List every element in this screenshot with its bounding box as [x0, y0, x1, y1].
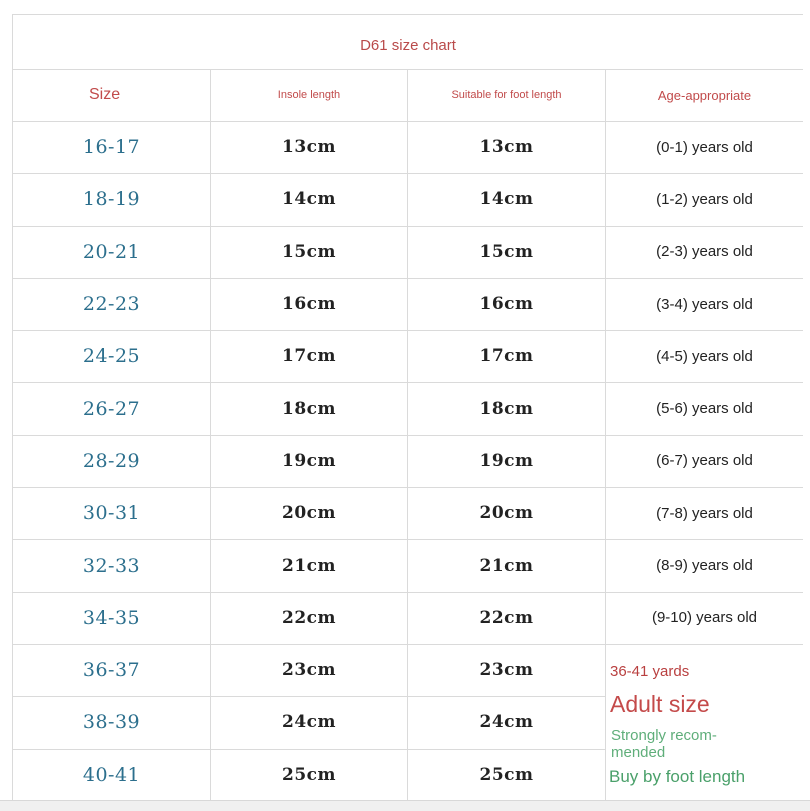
size-cell: 38-39	[13, 696, 211, 748]
header-size: Size	[13, 69, 211, 121]
size-cell: 40-41	[13, 749, 211, 801]
foot-length-cell: 13cm	[408, 121, 606, 173]
table-row	[13, 539, 803, 592]
insole-length-cell: 22cm	[211, 592, 408, 644]
foot-length-cell: 18cm	[408, 383, 606, 435]
header-age: Age-appropriate	[657, 87, 752, 103]
buy-by-foot-length-label: Buy by foot length	[609, 767, 746, 786]
insole-length-cell: 18cm	[211, 383, 408, 435]
size-cell: 30-31	[13, 487, 211, 539]
foot-length-cell: 19cm	[408, 435, 606, 487]
adult-size-note	[606, 645, 803, 801]
table-row	[13, 173, 803, 226]
table-row	[13, 278, 803, 331]
insole-length-cell: 23cm	[211, 644, 408, 696]
table-row	[13, 487, 803, 540]
foot-length-cell: 14cm	[408, 173, 606, 225]
insole-length-cell: 20cm	[211, 487, 408, 539]
age-cell: (6-7) years old	[656, 452, 753, 470]
insole-length-cell: 17cm	[211, 330, 408, 382]
age-cell: (5-6) years old	[656, 400, 753, 418]
foot-length-cell: 17cm	[408, 330, 606, 382]
table-row	[13, 383, 803, 436]
age-cell: (0-1) years old	[656, 138, 753, 156]
size-cell: 32-33	[13, 539, 211, 591]
size-cell: 34-35	[13, 592, 211, 644]
age-cell: (4-5) years old	[656, 347, 753, 365]
insole-length-cell: 21cm	[211, 539, 408, 591]
header-row	[13, 69, 803, 122]
size-cell: 36-37	[13, 644, 211, 696]
age-cell: (2-3) years old	[656, 243, 753, 261]
size-cell: 18-19	[13, 173, 211, 225]
bottom-strip	[0, 800, 810, 811]
table-row	[13, 226, 803, 279]
table-row	[13, 592, 803, 645]
insole-length-cell: 19cm	[211, 435, 408, 487]
age-cell: (8-9) years old	[656, 557, 753, 575]
header-foot-length: Suitable for foot length	[408, 69, 606, 121]
size-cell: 16-17	[13, 121, 211, 173]
foot-length-cell: 23cm	[408, 644, 606, 696]
strongly-recommended-label: Strongly recom- mended	[611, 727, 717, 761]
foot-length-cell: 25cm	[408, 749, 606, 801]
age-cell: (9-10) years old	[651, 609, 758, 627]
table-row	[13, 330, 803, 383]
insole-length-cell: 13cm	[211, 121, 408, 173]
table-row	[13, 121, 803, 174]
adult-yards-label: 36-41 yards	[610, 663, 690, 680]
foot-length-cell: 16cm	[408, 278, 606, 330]
insole-length-cell: 15cm	[211, 226, 408, 278]
size-cell: 26-27	[13, 383, 211, 435]
age-cell: (3-4) years old	[656, 295, 753, 313]
adult-size-label: Adult size	[610, 691, 710, 717]
chart-title: D61 size chart	[360, 36, 456, 54]
size-cell: 24-25	[13, 330, 211, 382]
foot-length-cell: 22cm	[408, 592, 606, 644]
size-cell: 20-21	[13, 226, 211, 278]
size-chart	[12, 14, 803, 801]
foot-length-cell: 21cm	[408, 539, 606, 591]
table-row	[13, 435, 803, 488]
size-cell: 22-23	[13, 278, 211, 330]
age-cell: (7-8) years old	[656, 504, 753, 522]
insole-length-cell: 24cm	[211, 696, 408, 748]
foot-length-cell: 24cm	[408, 696, 606, 748]
insole-length-cell: 16cm	[211, 278, 408, 330]
chart-title-row	[13, 15, 803, 70]
insole-length-cell: 14cm	[211, 173, 408, 225]
foot-length-cell: 20cm	[408, 487, 606, 539]
age-cell: (1-2) years old	[656, 190, 753, 208]
size-cell: 28-29	[13, 435, 211, 487]
header-insole-length: Insole length	[211, 69, 408, 121]
foot-length-cell: 15cm	[408, 226, 606, 278]
insole-length-cell: 25cm	[211, 749, 408, 801]
